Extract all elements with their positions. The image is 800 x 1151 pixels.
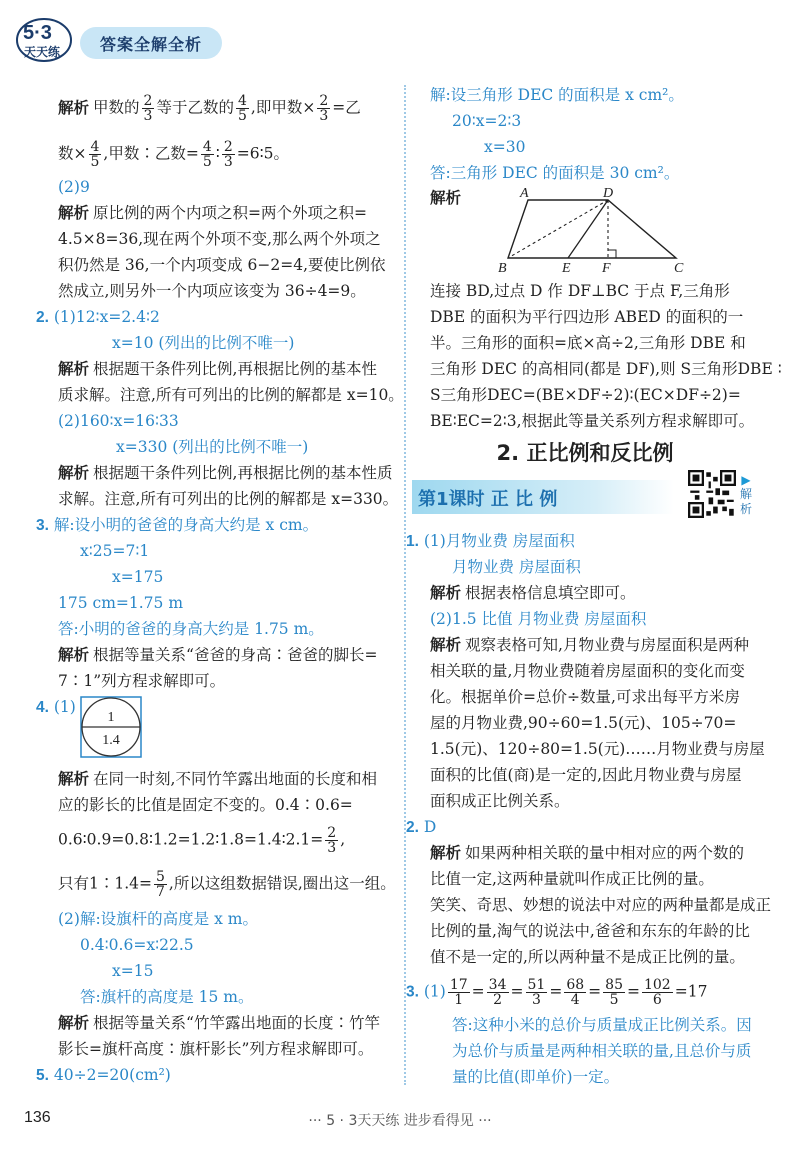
- line-r12: 1. (1)月物业费 房屋面积: [406, 532, 575, 550]
- section-title: 2. 正比例和反比例: [496, 441, 674, 465]
- line-l28: (2)解:设旗杆的高度是 x m。: [58, 910, 258, 928]
- line-r09: 三角形 DEC 的高相同(都是 DF),则 S三角形DBE ∶: [430, 360, 782, 378]
- line-l31: 答:旗杆的高度是 15 m。: [80, 988, 254, 1006]
- label-A: A: [520, 188, 529, 201]
- line-l18: x=175: [112, 568, 164, 586]
- line-r03: x=30: [484, 138, 526, 156]
- line-l32: 解析 根据等量关系“竹竿露出地面的长度∶竹竿: [58, 1014, 380, 1032]
- circle-top-label: 1: [107, 710, 115, 725]
- line-r07: DBE 的面积为平行四边形 ABED 的面积的一: [430, 308, 744, 326]
- line-l04: 解析 原比例的两个内项之积=两个外项之积=: [58, 204, 367, 222]
- line-l03: (2)9: [58, 178, 90, 196]
- line-l10: 解析 根据题干条件列比例,再根据比例的基本性: [58, 360, 377, 378]
- line-l33: 影长=旗杆高度∶旗杆影长”列方程求解即可。: [58, 1040, 374, 1058]
- line-r32: 量的比值(即单价)一定。: [452, 1068, 620, 1086]
- line-l02: 数× $\frac{4}{5}$ ,甲数∶乙数= $\frac{4}{5}$ ∶ $\frac{2}{3}$ =6∶5。: [58, 139, 289, 170]
- line-r28: 值不是一定的,所以两种量不是成正比例的量。: [430, 948, 745, 966]
- line-l20: 答:小明的爸爸的身高大约是 1.75 m。: [58, 620, 324, 638]
- line-r11: BE∶EC=2∶3,根据此等量关系列方程求解即可。: [430, 412, 755, 430]
- line-r29: 3. (1) $\frac{17}{1}$ = $\frac{34}{2}$ = $\frac{51}{3}$ = $\frac{68}{4}$ = $\frac{85}{5}$ = $\frac{102}{6}$ =17: [406, 977, 708, 1008]
- line-r19: 屋的月物业费,90÷60=1.5(元)、105÷70=: [430, 714, 737, 732]
- line-l19: 175 cm=1.75 m: [58, 594, 184, 612]
- line-r30: 答:这种小米的总价与质量成正比例关系。因: [452, 1016, 752, 1034]
- line-l08: 2. (1)12∶x=2.4∶2: [36, 308, 160, 326]
- line-l34: 5. 40÷2=20(cm²): [36, 1066, 171, 1084]
- line-l16: 3. 解:设小明的爸爸的身高大约是 x cm。: [36, 516, 319, 534]
- line-l29: 0.4∶0.6=x∶22.5: [80, 936, 194, 954]
- label-C: C: [674, 261, 684, 274]
- line-l07: 然成立,则另外一个内项应该变为 36÷4=9。: [58, 282, 366, 300]
- line-l01: 解析 甲数的 $\frac{2}{3}$ 等于乙数的 $\frac{4}{5}$ ,即甲数× $\frac{2}{3}$ =乙: [58, 93, 361, 124]
- line-r25: 比值一定,这两种量就叫作成正比例的量。: [430, 870, 714, 888]
- line-l27: 只有1∶1.4= $\frac{5}{7}$ ,所以这组数据错误,圈出这一组。: [58, 869, 396, 900]
- column-divider: [404, 85, 406, 1085]
- line-l23: 4. (1): [36, 698, 76, 716]
- line-r31: 为总价与质量是两种相关联的量,且总价与质: [452, 1042, 752, 1060]
- line-r26: 笑笑、奇思、妙想的说法中对应的两种量都是成正: [430, 896, 772, 914]
- line-l12: (2)160∶x=16∶33: [58, 412, 179, 430]
- line-l26: 0.6∶0.9=0.8∶1.2=1.2∶1.8=1.4∶2.1= $\frac{2}{3}$ ,: [58, 825, 346, 856]
- line-l05: 4.5×8=36,现在两个外项不变,那么两个外项之: [58, 230, 381, 248]
- footer-slogan: ··· 5 · 3天天练 进步看得见 ···: [308, 1113, 492, 1129]
- line-l15: 求解。注意,所有可列出的比例的解都是 x=330。: [58, 490, 399, 508]
- line-r24: 解析 如果两种相关联的量中相对应的两个数的: [430, 844, 745, 862]
- line-r16: 解析 观察表格可知,月物业费与房屋面积是两种: [430, 636, 749, 654]
- line-r20: 1.5(元)、120÷80=1.5(元)……月物业费与房屋: [430, 740, 765, 758]
- line-l14: 解析 根据题干条件列比例,再根据比例的基本性质: [58, 464, 393, 482]
- line-l11: 质求解。注意,所有可列出的比例的解都是 x=10。: [58, 386, 404, 404]
- svg-text:天天练: 天天练: [24, 45, 61, 59]
- line-l22: 7∶1”列方程求解即可。: [58, 672, 226, 690]
- line-r04: 答:三角形 DEC 的面积是 30 cm²。: [430, 164, 680, 182]
- line-r13: 月物业费 房屋面积: [452, 558, 581, 576]
- line-r05: 解析: [430, 190, 462, 207]
- line-l30: x=15: [112, 962, 154, 980]
- line-l24: 解析 在同一时刻,不同竹竿露出地面的长度和相: [58, 770, 377, 788]
- line-r08: 半。三角形的面积=底×高÷2,三角形 DBE 和: [430, 334, 746, 352]
- line-r06: 连接 BD,过点 D 作 DF⊥BC 于点 F,三角形: [430, 282, 730, 300]
- trapezoid-figure: [490, 188, 700, 274]
- line-r17: 相关联的量,月物业费随着房屋面积的变化而变: [430, 662, 745, 680]
- line-r15: (2)1.5 比值 月物业费 房屋面积: [430, 610, 647, 628]
- header-title: 答案全解全析: [80, 27, 222, 59]
- line-r22: 面积成正比例关系。: [430, 792, 570, 810]
- label-E: E: [562, 261, 571, 274]
- line-r27: 比例的量,淘气的说法中,爸爸和东东的年龄的比: [430, 922, 750, 940]
- line-r10: S三角形DEC=(BE×DF÷2)∶(EC×DF÷2)=: [430, 386, 741, 404]
- label-D: D: [603, 188, 614, 201]
- lesson-banner: [412, 480, 674, 514]
- qr-label: ▶ 解析: [739, 473, 752, 516]
- brand-logo: [14, 14, 78, 64]
- line-r14: 解析 根据表格信息填空即可。: [430, 584, 636, 602]
- svg-text:5·3: 5·3: [23, 22, 52, 44]
- label-B: B: [498, 261, 507, 274]
- line-r01: 解:设三角形 DEC 的面积是 x cm²。: [430, 86, 684, 104]
- line-r02: 20∶x=2∶3: [452, 112, 522, 130]
- line-r21: 面积的比值(商)是一定的,因此月物业费与房屋: [430, 766, 742, 784]
- line-l09: x=10 (列出的比例不唯一): [112, 334, 295, 352]
- circle-bottom-label: 1.4: [102, 733, 120, 748]
- label-F: F: [602, 261, 611, 274]
- line-r18: 化。根据单价=总价÷数量,可求出每平方米房: [430, 688, 740, 706]
- page-number: 136: [24, 1109, 51, 1126]
- line-l06: 积仍然是 36,一个内项变成 6−2=4,要使比例依: [58, 256, 386, 274]
- line-l17: x∶25=7∶1: [80, 542, 150, 560]
- line-l21: 解析 根据等量关系“爸爸的身高∶爸爸的脚长=: [58, 646, 378, 664]
- circle-figure: [80, 696, 142, 758]
- lesson-title: 第1课时 正 比 例: [418, 489, 558, 510]
- qr-code-icon[interactable]: [688, 470, 736, 518]
- line-l25: 应的影长的比值是固定不变的。0.4∶0.6=: [58, 796, 353, 814]
- line-r23: 2. D: [406, 818, 437, 836]
- line-l13: x=330 (列出的比例不唯一): [116, 438, 309, 456]
